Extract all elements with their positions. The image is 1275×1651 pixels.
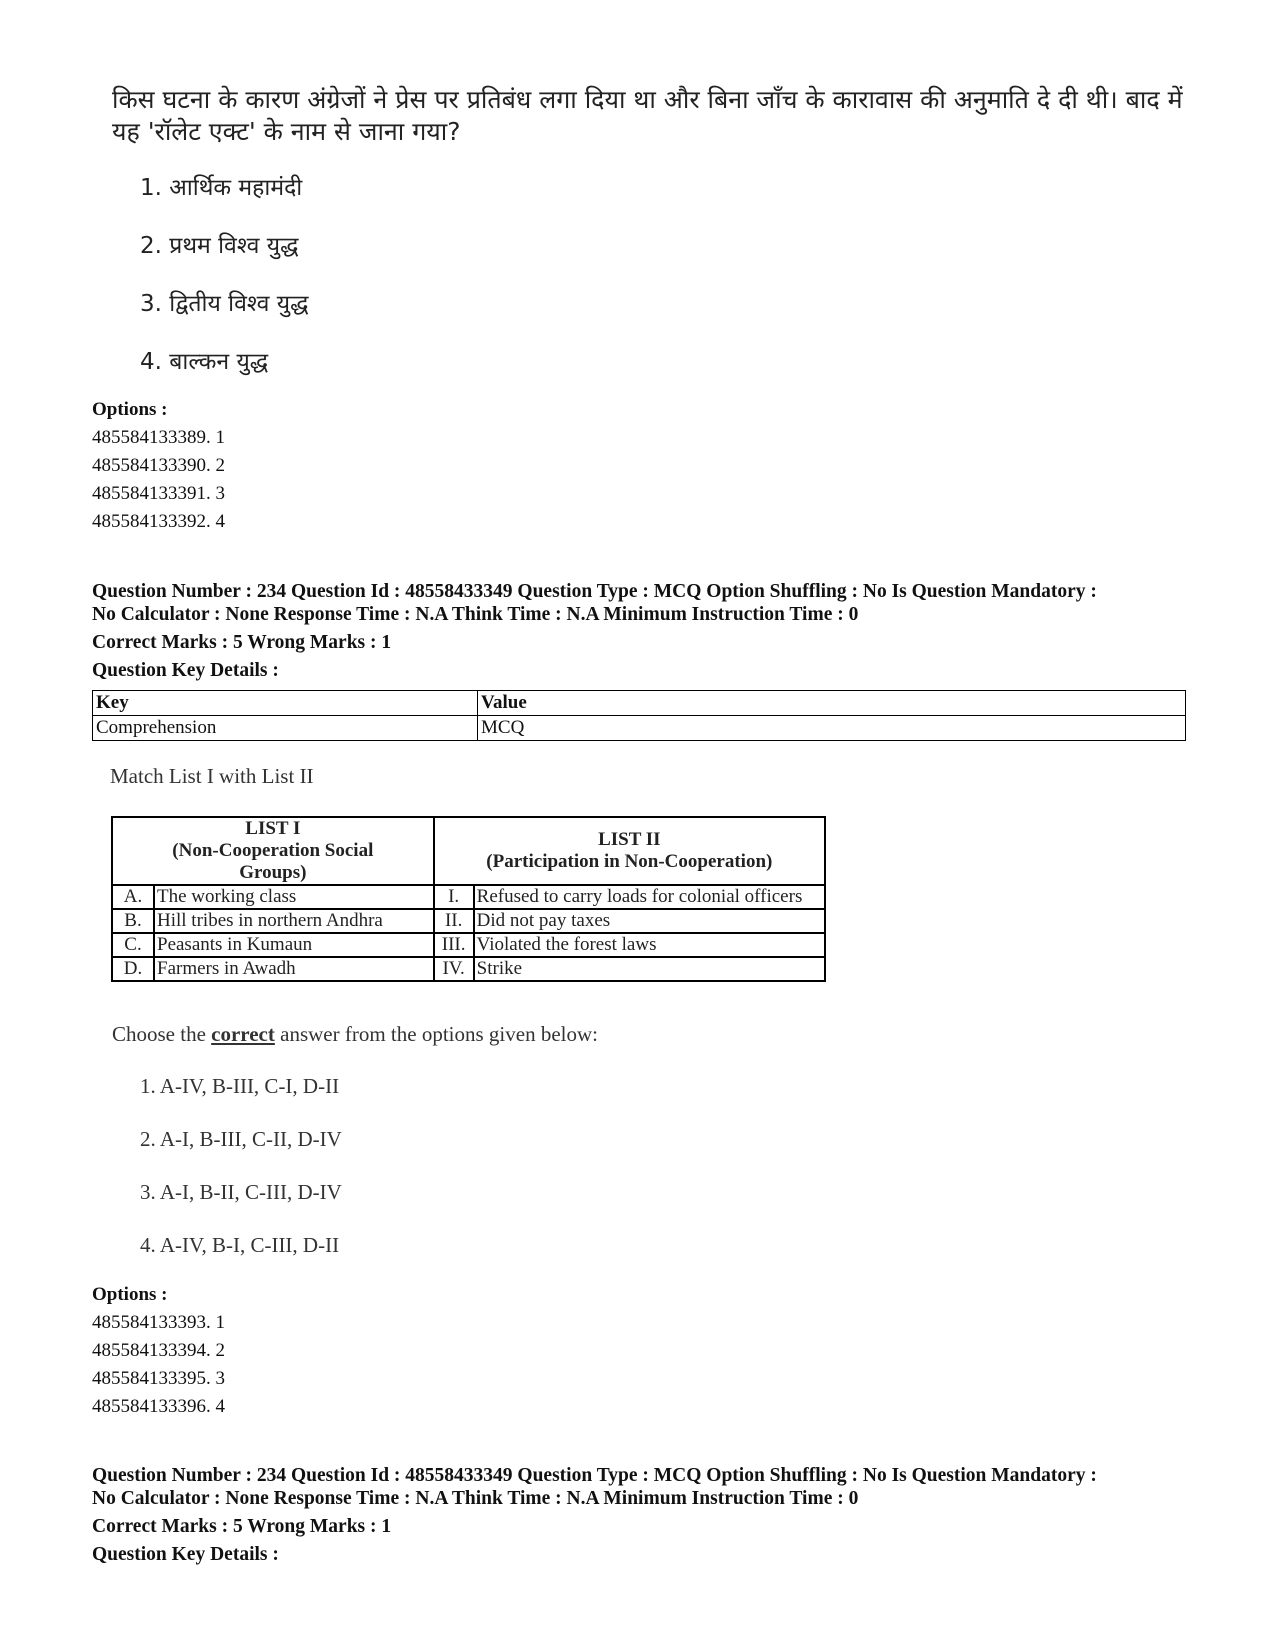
- answer-choice-3: 3. A-I, B-II, C-III, D-IV: [140, 1180, 342, 1204]
- list2-header: [434, 817, 825, 885]
- option-id-line: 485584133396. 4: [92, 1396, 225, 1417]
- table-header-row: [93, 691, 1186, 716]
- cell-value: MCQ: [478, 716, 1186, 741]
- marks-line: Correct Marks : 5 Wrong Marks : 1: [92, 632, 392, 653]
- list1-item: The working class: [154, 885, 434, 909]
- row-numeral: I.: [434, 885, 474, 909]
- row-numeral: IV.: [434, 957, 474, 981]
- meta-line-1: Question Number : 234 Question Id : 48558433349 Question Type : MCQ Option Shuffling : No Is Question Mandatory :: [92, 1465, 1097, 1486]
- answer-choice-2: 2. A-I, B-III, C-II, D-IV: [140, 1127, 342, 1151]
- list2-header-title: LIST II: [598, 829, 661, 850]
- question-choice-3: 3. द्वितीय विश्व युद्ध: [140, 291, 309, 317]
- option-id-line: 485584133389. 1: [92, 427, 225, 448]
- marks-line: Correct Marks : 5 Wrong Marks : 1: [92, 1516, 392, 1537]
- table-row: [112, 957, 825, 981]
- meta-line-2: No Calculator : None Response Time : N.A Think Time : N.A Minimum Instruction Time : 0: [92, 604, 859, 625]
- option-id-line: 485584133393. 1: [92, 1312, 225, 1333]
- option-id-line: 485584133390. 2: [92, 455, 225, 476]
- option-id-line: 485584133395. 3: [92, 1368, 225, 1389]
- option-id-line: 485584133392. 4: [92, 511, 225, 532]
- answer-choice-4: 4. A-IV, B-I, C-III, D-II: [140, 1233, 340, 1257]
- list2-item: Strike: [474, 957, 825, 981]
- options-block: [92, 1281, 225, 1421]
- match-list-table: [111, 816, 826, 982]
- row-letter: A.: [112, 885, 154, 909]
- list1-item: Hill tribes in northern Andhra: [154, 909, 434, 933]
- question-meta: [92, 1464, 1202, 1566]
- choose-emphasis: correct: [211, 1022, 275, 1046]
- list1-item: Farmers in Awadh: [154, 957, 434, 981]
- answer-choice-1: 1. A-IV, B-III, C-I, D-II: [140, 1074, 340, 1098]
- table-row: [112, 909, 825, 933]
- table-row: [112, 933, 825, 957]
- question-choice-1: 1. आर्थिक महामंदी: [140, 175, 303, 201]
- meta-line-1: Question Number : 234 Question Id : 48558433349 Question Type : MCQ Option Shuffling : No Is Question Mandatory :: [92, 581, 1097, 602]
- option-id-line: 485584133394. 2: [92, 1340, 225, 1361]
- list1-header-sub2: Groups): [239, 862, 307, 883]
- question-text-line-2: यह 'रॉलेट एक्ट' के नाम से जाना गया?: [112, 117, 461, 146]
- options-block: [92, 396, 225, 536]
- choose-instruction: [112, 1022, 598, 1047]
- cell-key: Comprehension: [93, 716, 478, 741]
- list2-header-sub: (Participation in Non-Cooperation): [486, 851, 773, 872]
- list1-header-sub1: (Non-Cooperation Social: [172, 840, 374, 861]
- row-numeral: II.: [434, 909, 474, 933]
- list2-item: Violated the forest laws: [474, 933, 825, 957]
- row-letter: B.: [112, 909, 154, 933]
- option-id-line: 485584133391. 3: [92, 483, 225, 504]
- header-key: Key: [93, 691, 478, 716]
- header-value: Value: [478, 691, 1186, 716]
- list-header-row: [112, 817, 825, 885]
- meta-line-2: No Calculator : None Response Time : N.A Think Time : N.A Minimum Instruction Time : 0: [92, 1488, 859, 1509]
- match-list-title: Match List I with List II: [110, 764, 314, 788]
- list2-item: Refused to carry loads for colonial officers: [474, 885, 825, 909]
- choose-suffix: answer from the options given below:: [280, 1022, 598, 1046]
- question-meta: [92, 580, 1202, 682]
- row-letter: D.: [112, 957, 154, 981]
- key-details-label: Question Key Details :: [92, 1544, 279, 1565]
- row-letter: C.: [112, 933, 154, 957]
- key-details-label: Question Key Details :: [92, 660, 279, 681]
- list2-item: Did not pay taxes: [474, 909, 825, 933]
- choose-prefix: Choose the: [112, 1022, 206, 1046]
- key-value-table: [92, 690, 1186, 741]
- list1-header: [112, 817, 434, 885]
- options-label: Options :: [92, 1284, 168, 1305]
- question-choice-2: 2. प्रथम विश्व युद्ध: [140, 233, 299, 259]
- table-row: [112, 885, 825, 909]
- table-row: [93, 716, 1186, 741]
- question-choice-4: 4. बाल्कन युद्ध: [140, 349, 269, 375]
- list1-header-title: LIST I: [245, 818, 301, 839]
- list1-item: Peasants in Kumaun: [154, 933, 434, 957]
- question-text-line-1: किस घटना के कारण अंग्रेजों ने प्रेस पर प्रतिबंध लगा दिया था और बिना जाँच के कारावास की अनुमाति दे दी थी। बाद में: [112, 85, 1183, 114]
- row-numeral: III.: [434, 933, 474, 957]
- options-label: Options :: [92, 399, 168, 420]
